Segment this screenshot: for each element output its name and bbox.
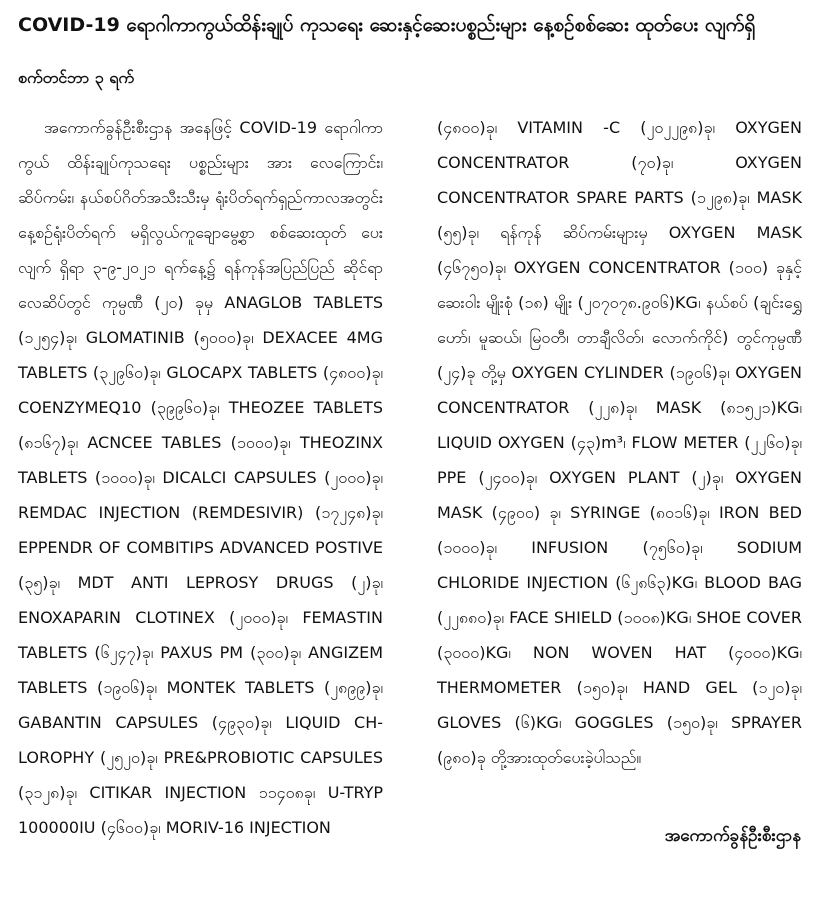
- article-body-right-text: (၄၈၀၀)ခု၊ VITAMIN -C (၂၀၂၂၉၈)ခု၊ OXYGEN CONCENTRATOR (၇၀)ခု၊ OXYGEN CONCENTRATOR SPARE PARTS (၁၂၉၈)ခု၊ MASK (၅၅)ခု၊ ရန်ကုန် ဆိပ်ကမ်းများမှ OXYGEN MASK (၄၆၇၅၀)ခု၊ OXYGEN CONCENTRATOR (၁၀၀) ခုနှင့် ဆေးဝါး မျိုးစုံ (၁၈) မျိုး (၂၀၇၀၇၈.၉၀၆)KG၊ နယ်စပ် (ချင်းရွှေဟော်၊ မူဆယ်၊ မြဝတီ၊ တာချီလိတ်၊ လောက်ကိုင်) တွင်ကုမ္ပဏီ (၂၄)ခု တို့မှ OXYGEN CYLINDER (၁၉၀၆)ခု၊ OXYGEN CONCENTRATOR (၂၂၈)ခု၊ MASK (၈၁၅၂၁)KG၊ LIQUID OXYGEN (၄၃)m³၊ FLOW METER (၂၂၆၀)ခု၊ PPE (၂၄၀၀)ခု၊ OXYGEN PLANT (၂)ခု၊ OXYGEN MASK (၄၉၀၀) ခု၊ SYRINGE (၈၀၁၆)ခု၊ IRON BED (၁၀၀၀)ခု၊ INFUSION (၇၅၆၀)ခု၊ SODIUM CHLORIDE INJECTION (၆၂၈၆၃)KG၊ BLOOD BAG (၂၂၈၈၀)ခု၊ FACE SHIELD (၁၀၀၈)KG၊ SHOE COVER (၃၀၀၀)KG၊ NON WOVEN HAT (၄၀၀၀)KG၊ THERMOMETER (၁၅၀)ခု၊ HAND GEL (၁၂၀)ခု၊ GLOVES (၆)KG၊ GOGGLES (၁၅၀)ခု၊ SPRAYER (၉၈၀)ခု တို့အားထုတ်ပေးခဲ့ပါသည်။: [437, 118, 802, 767]
- article-dateline: စက်တင်ဘာ ၃ ရက်: [18, 68, 135, 87]
- article-signature: အကောက်ခွန်ဦးစီးဌာန: [664, 826, 801, 846]
- article-headline: COVID-19 ရောဂါကာကွယ်ထိန်းချုပ် ကုသရေး ဆေးနှင့်ဆေးပစ္စည်းများ နေ့စဉ်စစ်ဆေး ထုတ်ပေး လျက်ရှိ: [18, 14, 756, 36]
- article-body-right-column: [437, 110, 802, 775]
- article-body-left-column: [18, 110, 383, 845]
- article-body-left-text: အကောက်ခွန်ဦးစီးဌာန အနေဖြင့် COVID-19 ရောဂါကာကွယ် ထိန်းချုပ်ကုသရေး ပစ္စည်းများ အား လေကြောင်း၊ ဆိပ်ကမ်း၊ နယ်စပ်ဂိတ်အသီးသီးမှ ရုံးပိတ်ရက်ရှည်ကာလအတွင်း နေ့စဉ်ရုံးပိတ်ရက် မရှိလွယ်ကူချောမွေ့စွာ စစ်ဆေးထုတ် ပေးလျက် ရှိရာ ၃-၉-၂၀၂၁ ရက်နေ့၌ ရန်ကုန်အပြည်ပြည် ဆိုင်ရာ လေဆိပ်တွင် ကုမ္ပဏီ (၂၀) ခုမှ ANAGLOB TABLETS (၁၂၅၄)ခု၊ GLOMATINIB (၅၀၀၀)ခု၊ DEXACEE 4MG TABLETS (၃၂၉၆၀)ခု၊ GLOCAPX TABLETS (၄၈၀၀)ခု၊ COENZYMEQ10 (၃၉၉၆၀)ခု၊ THEOZEE TABLETS (၈၁၆၇)ခု၊ ACNCEE TABLES (၁၀၀၀)ခု၊ THEOZINX TABLETS (၁၀၀၀)ခု၊ DICALCI CAPSULES (၂၀၀၀)ခု၊ REMDAC INJECTION (REMDESIVIR) (၁၇၂၄၈)ခု၊ EPPENDR OF COMBITIPS ADVANCED POSTIVE (၃၅)ခု၊ MDT ANTI LEPROSY DRUGS (၂)ခု၊ ENOXAPARIN CLOTINEX (၂၀၀၀)ခု၊ FEMASTIN TABLETS (၆၂၄၇)ခု၊ PAXUS PM (၃၀၀)ခု၊ ANGIZEM TABLETS (၁၉၀၆)ခု၊ MONTEK TABLETS (၂၈၉၉)ခု၊ GABANTIN CAPSULES (၄၉၃၀)ခု၊ LIQUID CH-LOROPHY (၂၅၂၀)ခု၊ PRE&PROBIOTIC CAPSULES (၃၁၂၈)ခု၊ CITIKAR INJECTION ၁၁၄၀၈ခု၊ U-TRYP 100000IU (၄၆၀၀)ခု၊ MORIV-16 INJECTION: [18, 118, 383, 837]
